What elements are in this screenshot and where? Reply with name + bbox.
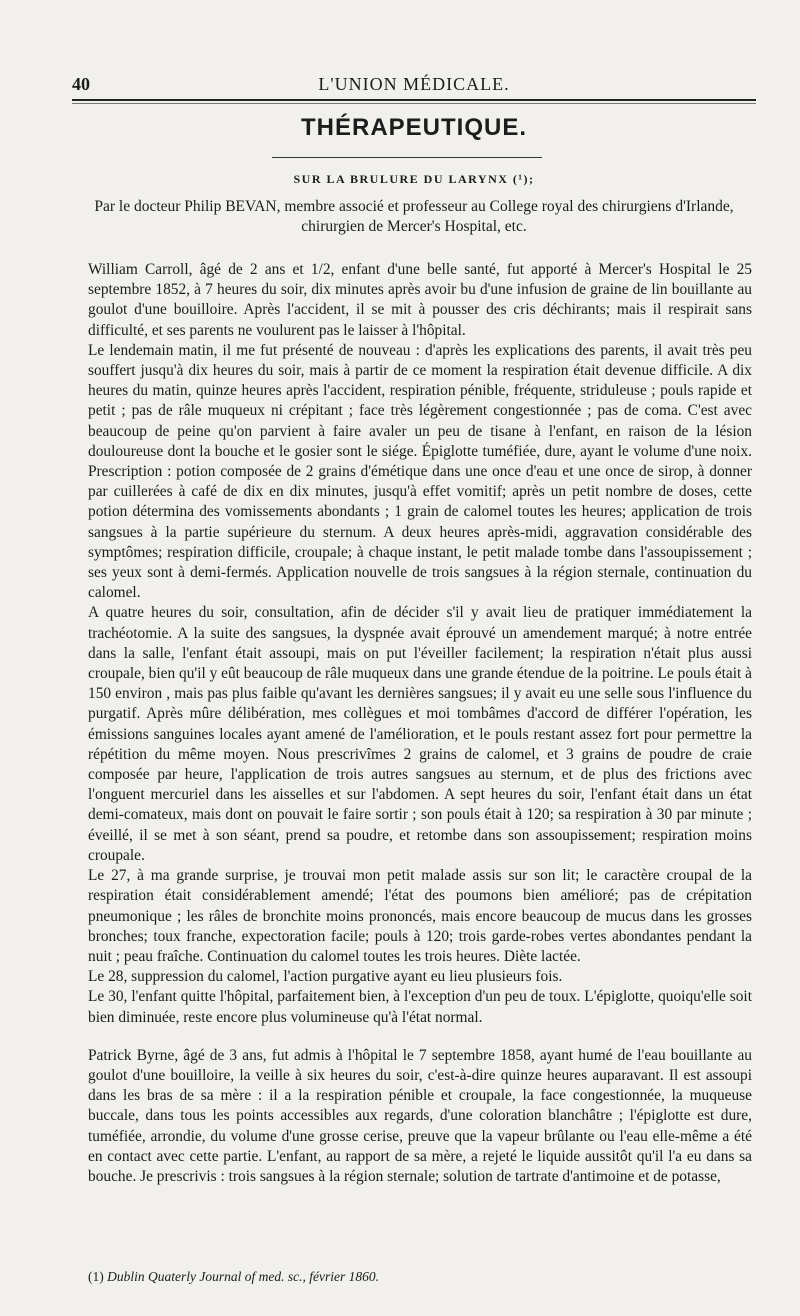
page-number: 40 [72,74,90,94]
footnote-text: Dublin Quaterly Journal of med. sc., février 1860. [107,1269,379,1284]
paragraph-1: William Carroll, âgé de 2 ans et 1/2, enfant d'une belle santé, fut apporté à Mercer's Hospital le 25 septembre 1852, à 7 heures du soir, dix minutes après avoir bu d'une infusion de graine de lin bouillante au goulot d'une bouilloire. Après l'accident, il se mit à pousser des cris déchirants; mais il respirait sans difficulté, et ses parents ne voulurent pas le laisser à l'hôpital. [88,261,752,339]
paragraph-6: Le 30, l'enfant quitte l'hôpital, parfaitement bien, à l'exception d'un peu de toux. L'épiglotte, quoiqu'elle soit bien diminuée, reste encore plus volumineuse qu'à l'état normal. [88,988,752,1026]
running-head [72,68,756,98]
paragraph-4: Le 27, à ma grande surprise, je trouvai mon petit malade assis sur son lit; le caractère croupal de la respiration était considérablement amendé; l'état des poumons bien amélioré; pas de crépitation pneumonique ; les râles de bronchite moins prononcés, mais encore beaucoup de mucus dans les grosses bronches; toux franche, expectoration facile; pouls à 120; trois garde-robes vertes abondantes pendant la nuit ; peau fraîche. Continuation du calomel toutes les trois heures. Diète lactée. [88,867,752,965]
section-title: THÉRAPEUTIQUE. [300,114,527,141]
section-rule [272,157,542,158]
paragraph-2: Le lendemain matin, il me fut présenté de nouveau : d'après les explications des parents, il avait très peu souffert jusqu'à dix heures du soir, mais à partir de ce moment la respiration était devenue difficile. A dix heures du matin, quinze heures après l'accident, respiration pénible, fréquente, striduleuse ; pouls rapide et petit ; pas de râle muqueux ni crépitant ; face très légèrement congestionnée ; pas de coma. C'est avec beaucoup de peine qu'on parvient à faire avaler un peu de tisane à l'enfant, en raison de la lésion douloureuse dont la bouche et le gosier sont le siége. Épiglotte tuméfiée, dure, ayant le volume d'une noix. Prescription : potion composée de 2 grains d'émétique dans une once d'eau et une once de sirop, à donner par cuillerées à café de dix en dix minutes, jusqu'à effet vomitif; après un petit nombre de doses, cette potion détermina des vomissements abondants ; 1 grain de calomel toutes les heures; application de trois sangsues à la partie supérieure du sternum. A deux heures après-midi, aggravation considérable des symptômes; respiration difficile, croupale; à chaque instant, le petit malade tombe dans l'assoupissement ; ses yeux sont à demi-fermés. Application nouvelle de trois sangsues à la région sternale, continuation du calomel. [88,341,752,602]
header-rule [72,99,756,101]
paragraph-5: Le 28, suppression du calomel, l'action purgative ayant eu lieu plusieurs fois. [88,968,563,986]
article-body [88,260,752,1187]
journal-title: L'UNION MÉDICALE. [318,74,510,94]
paragraph-7: Patrick Byrne, âgé de 3 ans, fut admis à l'hôpital le 7 septembre 1858, ayant humé de l'eau bouillante au goulot d'une bouilloire, la veille à six heures du soir, c'est-à-dire quinze heures auparavant. Il est assoupi dans les bras de sa mère : il a la respiration pénible et croupale, la face congestionnée, la muqueuse buccale, dans tous les points accessibles aux regards, d'une coloration blanchâtre ; l'épiglotte est dure, tuméfiée, arrondie, du volume d'une grosse cerise, preuve que la vapeur brûlante ou l'eau elle-même a été en contact avec cette partie. L'enfant, au rapport de sa mère, a rejeté le liquide aussitôt qu'il l'a eu dans sa bouche. Je prescrivis : trois sangsues à la région sternale; solution de tartrate d'antimoine et de potasse, [88,1046,752,1185]
byline: Par le docteur Philip BEVAN, membre associé et professeur au College royal des chirurgiens d'Irlande, chirurgien de Mercer's Hospital, etc. [94,198,734,235]
footnote [88,1268,752,1286]
paragraph-3: A quatre heures du soir, consultation, afin de décider s'il y avait lieu de pratiquer immédiatement la trachéotomie. A la suite des sangsues, la dyspnée avait éprouvé un amendement marqué; à notre entrée dans la salle, l'enfant était assoupi, mais on put l'éveiller facilement; la respiration n'était plus aussi croupale, bien qu'il y eût beaucoup de râle muqueux dans une grande étendue de la poitrine. Le pouls était à 150 environ , mais pas plus faible qu'avant les dernières sangsues; il y avait eu une selle sous l'influence du purgatif. Après mûre délibération, mes collègues et moi tombâmes d'accord de différer l'opération, les émissions sanguines locales ayant amené de l'amélioration, et le pouls restant assez fort pour permettre la répétition du même moyen. Nous prescrivîmes 2 grains de calomel, et 3 grains de poudre de craie composée par heure, l'application de trois autres sangsues au sternum, et de plus des frictions avec l'onguent mercuriel dans les aisselles et sur l'abdomen. A sept heures du soir, l'enfant était dans un état demi-comateux, mais dont on pouvait le faire sortir ; son pouls était à 120; sa respiration à 30 par minute ; éveillé, il se met à son séant, prend sa poudre, et retombe dans son assoupissement; respiration moins croupale. [88,604,752,864]
header-rule-thin [72,103,756,104]
article-title: SUR LA BRULURE DU LARYNX (¹); [293,172,535,186]
footnote-marker: (1) [88,1269,104,1284]
